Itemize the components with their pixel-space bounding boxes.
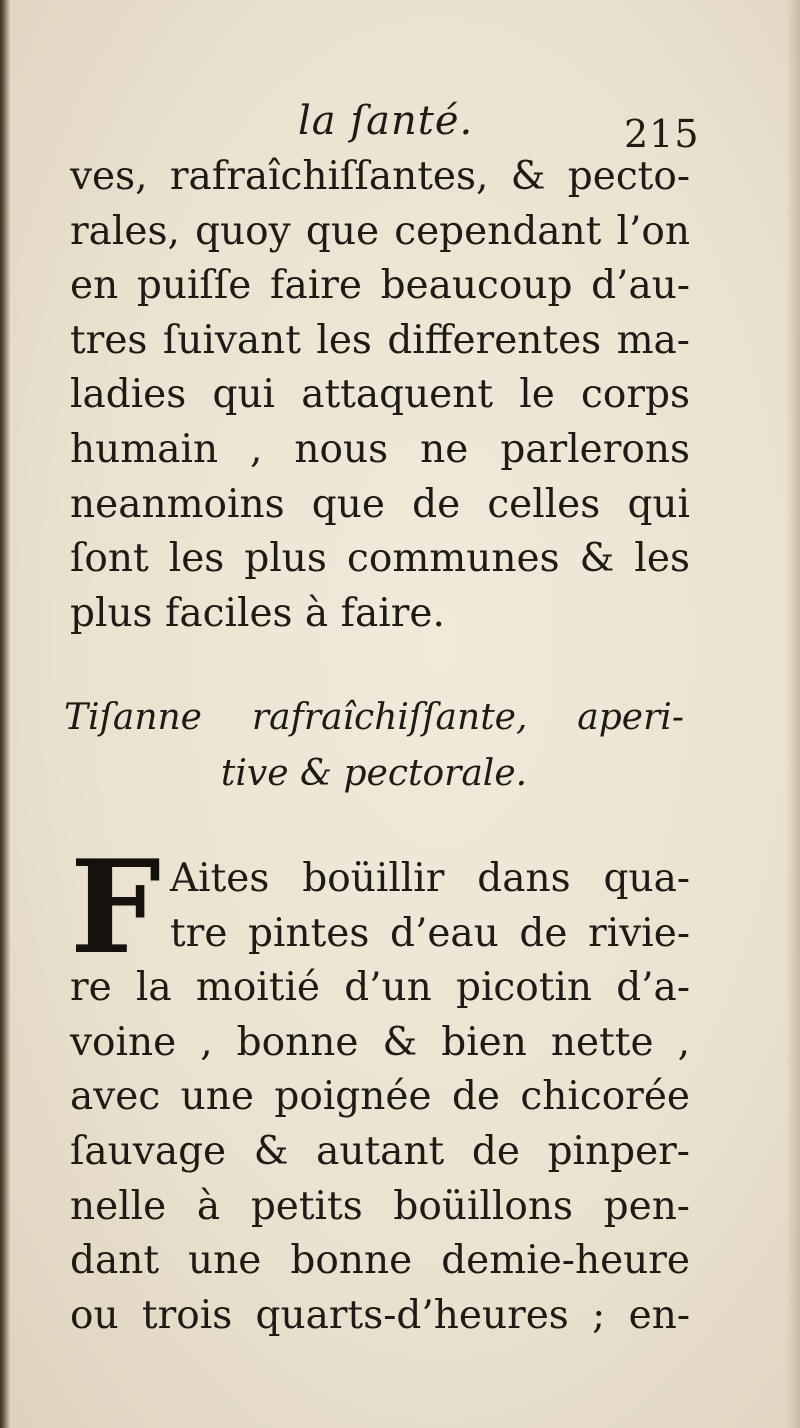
heading-line: tive & pectorale. — [220, 753, 528, 794]
text-line: ſont les plus communes & les — [70, 536, 690, 582]
section-heading — [64, 690, 684, 802]
text-line: voine , bonne & bien nette , — [70, 1019, 690, 1065]
drop-cap: F — [70, 833, 161, 983]
text-line: en puiſſe faire beaucoup d’au- — [70, 263, 690, 309]
text-line: humain , nous ne parlerons — [70, 426, 690, 472]
heading-line: Tiſanne rafraîchiſſante, aperi- — [64, 697, 684, 738]
text-line: re la moitié d’un picotin d’a- — [70, 965, 690, 1011]
text-line: ou trois quarts-d’heures ; en- — [70, 1292, 690, 1338]
text-line: nelle à petits boüillons pen- — [70, 1183, 690, 1229]
text-line: dant une bonne demie-heure — [70, 1238, 690, 1284]
text-line: plus faciles à faire. — [70, 590, 445, 636]
text-line: Aites boüillir dans qua- — [170, 856, 690, 901]
paragraph-2 — [70, 833, 690, 1343]
text-line: avec une poignée de chicorée — [70, 1074, 690, 1120]
page-number: 215 — [624, 112, 700, 156]
text-line: ves, rafraîchiſſantes, & pecto- — [70, 154, 690, 199]
text-line: neanmoins que de celles qui — [70, 481, 690, 527]
text-line: ſauvage & autant de pinper- — [70, 1128, 690, 1174]
page-header — [0, 98, 800, 158]
text-line: tre pintes d’eau de rivie- — [170, 910, 690, 956]
text-line: tres ſuivant les differentes ma- — [70, 317, 690, 363]
text-line: ladies qui attaquent le corps — [70, 372, 690, 418]
paragraph-1 — [70, 150, 690, 641]
page-edge — [786, 0, 800, 1428]
running-head: la ſanté. — [298, 98, 474, 144]
binding-gutter — [0, 0, 10, 1428]
text-line: rales, quoy que cependant l’on — [70, 208, 690, 254]
